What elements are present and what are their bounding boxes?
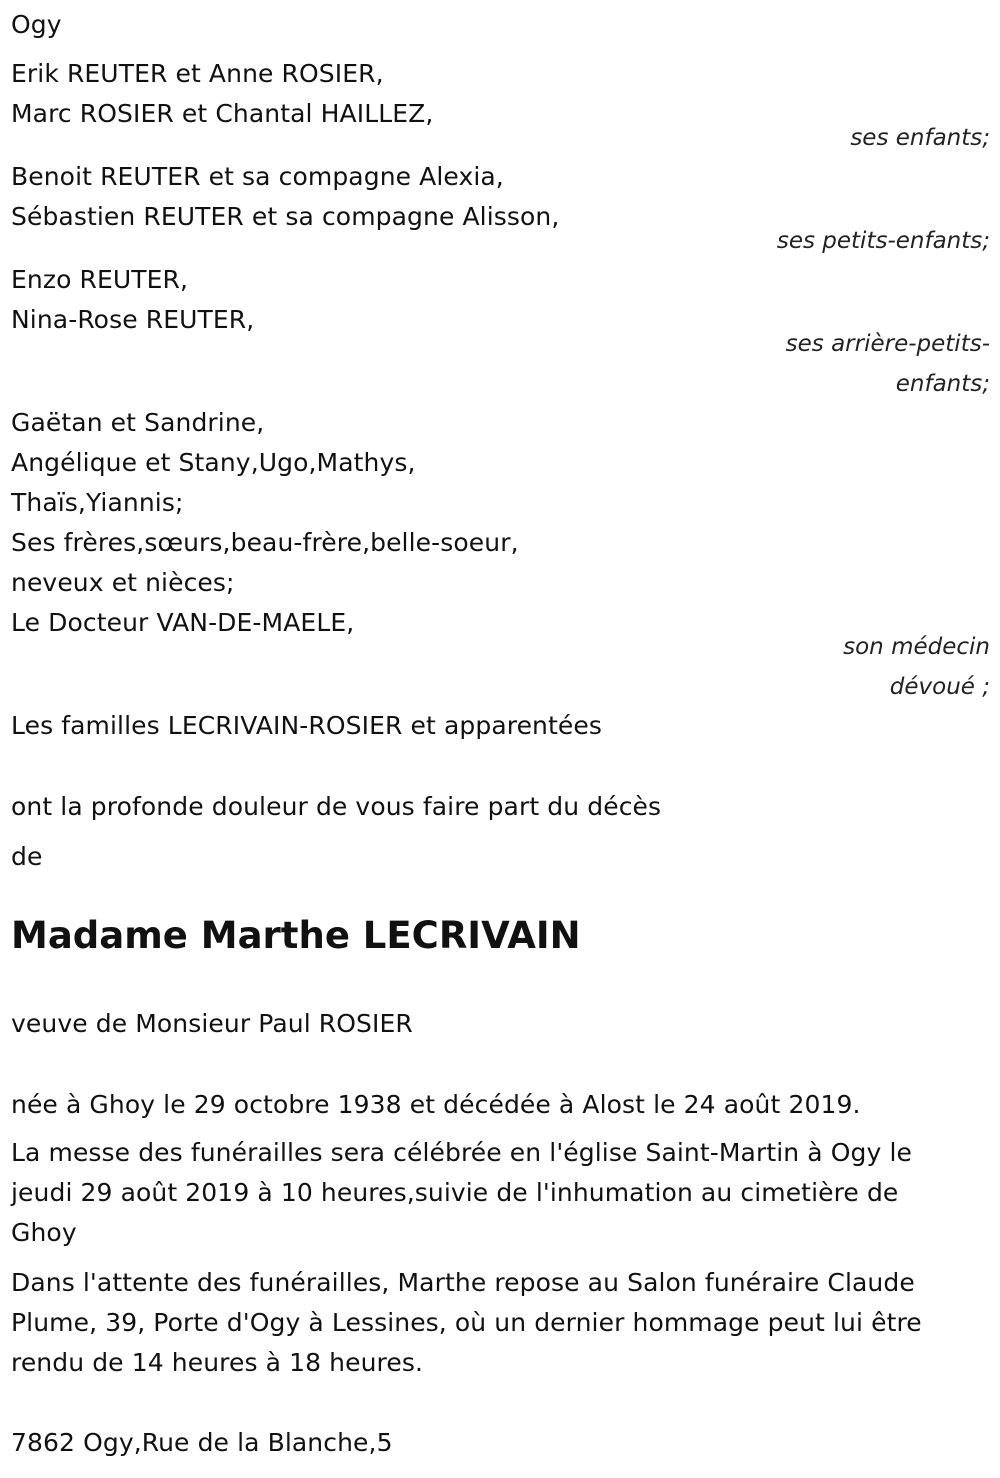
funeral-line: Ghoy bbox=[11, 1218, 77, 1247]
doctor-line: Le Docteur VAN-DE-MAELE, bbox=[11, 608, 355, 637]
announcement-line: de bbox=[11, 842, 43, 871]
viewing-line: Plume, 39, Porte d'Ogy à Lessines, où un dernier hommage peut lui être bbox=[11, 1308, 922, 1337]
children-role: ses enfants; bbox=[850, 125, 990, 151]
deceased-name: Madame Marthe LECRIVAIN bbox=[11, 914, 581, 957]
doctor-role-line1: son médecin bbox=[843, 634, 990, 660]
grandchild-line: Benoit REUTER et sa compagne Alexia, bbox=[11, 162, 504, 191]
grandchild-line: Sébastien REUTER et sa compagne Alisson, bbox=[11, 202, 560, 231]
birth-death-line: née à Ghoy le 29 octobre 1938 et décédée à Alost le 24 août 2019. bbox=[11, 1090, 861, 1119]
great-grandchild-line: Enzo REUTER, bbox=[11, 265, 189, 294]
relative-line: Thaïs,Yiannis; bbox=[11, 488, 184, 517]
doctor-role-line2: dévoué ; bbox=[889, 674, 990, 700]
relative-line: Angélique et Stany,Ugo,Mathys, bbox=[11, 448, 416, 477]
grandchildren-role: ses petits-enfants; bbox=[776, 228, 990, 254]
great-grandchildren-role-line1: ses arrière-petits- bbox=[785, 331, 990, 357]
families-line: Les familles LECRIVAIN-ROSIER et apparentées bbox=[11, 711, 602, 740]
funeral-line: La messe des funérailles sera célébrée en l'église Saint-Martin à Ogy le bbox=[11, 1138, 912, 1167]
viewing-line: Dans l'attente des funérailles, Marthe repose au Salon funéraire Claude bbox=[11, 1268, 915, 1297]
location-header: Ogy bbox=[11, 10, 62, 39]
viewing-line: rendu de 14 heures à 18 heures. bbox=[11, 1348, 423, 1377]
relative-line: Ses frères,sœurs,beau-frère,belle-soeur, bbox=[11, 528, 519, 557]
funeral-line: jeudi 29 août 2019 à 10 heures,suivie de l'inhumation au cimetière de bbox=[11, 1178, 899, 1207]
great-grandchild-line: Nina-Rose REUTER, bbox=[11, 305, 255, 334]
child-line: Erik REUTER et Anne ROSIER, bbox=[11, 59, 384, 88]
address-line: 7862 Ogy,Rue de la Blanche,5 bbox=[11, 1428, 393, 1457]
relative-line: neveux et nièces; bbox=[11, 568, 235, 597]
relative-line: Gaëtan et Sandrine, bbox=[11, 408, 265, 437]
child-line: Marc ROSIER et Chantal HAILLEZ, bbox=[11, 99, 434, 128]
announcement-line: ont la profonde douleur de vous faire part du décès bbox=[11, 792, 662, 821]
great-grandchildren-role-line2: enfants; bbox=[895, 371, 990, 397]
widow-of-line: veuve de Monsieur Paul ROSIER bbox=[11, 1009, 413, 1038]
